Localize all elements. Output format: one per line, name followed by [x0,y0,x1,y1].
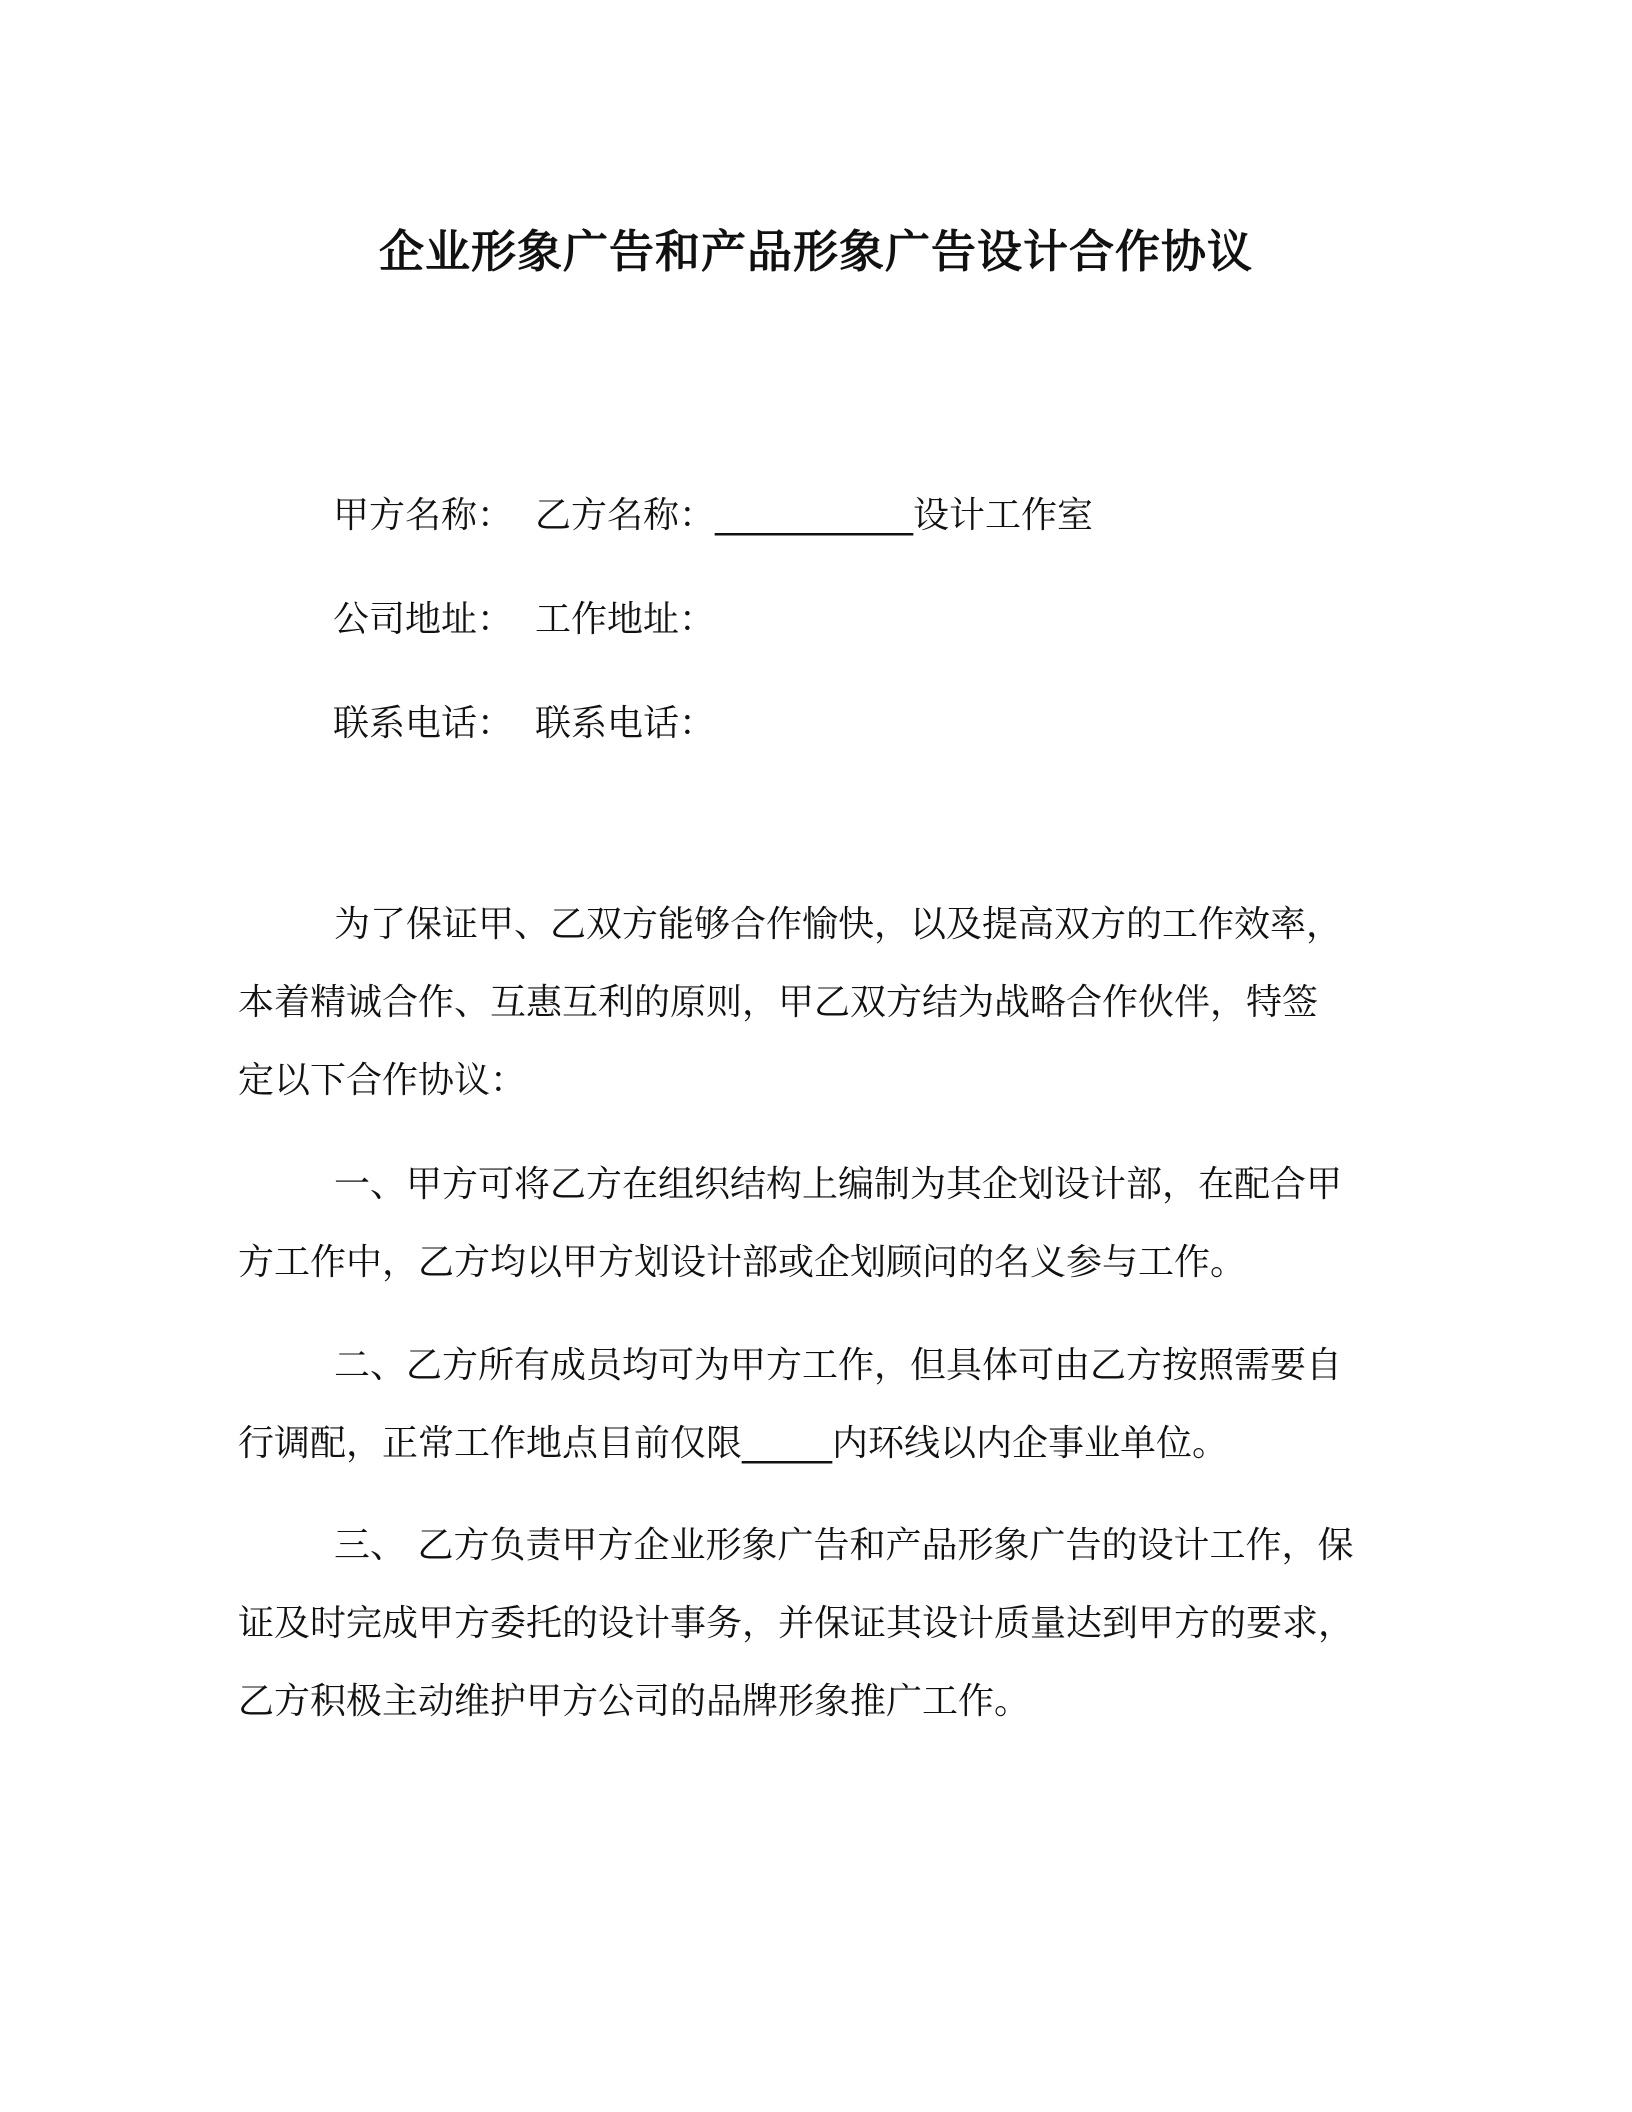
address-line [333,596,715,644]
party-a-phone-label: 联系电话： [333,703,514,744]
paragraph-line: 方工作中，乙方均以甲方划设计部或企划顾问的名义参与工作。 [238,1242,1247,1283]
paragraph-line: 本着精诚合作、互惠互利的原则，甲乙双方结为战略合作伙伴，特签 [238,982,1319,1023]
intro-paragraph [238,901,1378,1105]
party-b-address-label: 工作地址： [535,599,716,640]
clause-one-paragraph [238,1161,1378,1287]
paragraph-line: 三、 乙方负责甲方企业形象广告和产品形象广告的设计工作，保 [334,1525,1354,1566]
phone-line [333,700,715,748]
party-name-line [333,492,1093,540]
paragraph-line: 乙方积极主动维护甲方公司的品牌形象推广工作。 [238,1681,1031,1722]
party-a-address-label: 公司地址： [333,599,514,640]
document-title: 企业形象广告和产品形象广告设计合作协议 [378,225,1253,278]
party-a-name-label: 甲方名称： [333,495,514,536]
paragraph-line: 一、甲方可将乙方在组织结构上编制为其企划设计部，在配合甲 [334,1164,1343,1205]
clause-two-paragraph [238,1342,1378,1468]
paragraph-line: 二、乙方所有成员均可为甲方工作，但具体可由乙方按照需要自 [334,1345,1343,1386]
party-b-name-label: 乙方名称：___________设计工作室 [535,495,1094,536]
paragraph-line: 定以下合作协议： [238,1060,527,1101]
paragraph-line: 证及时完成甲方委托的设计事务，并保证其设计质量达到甲方的要求， [238,1603,1355,1644]
clause-three-paragraph [238,1522,1378,1726]
paragraph-line: 为了保证甲、乙双方能够合作愉快，以及提高双方的工作效率， [334,904,1343,945]
party-b-phone-label: 联系电话： [535,703,716,744]
paragraph-line: 行调配，正常工作地点目前仅限_____内环线以内企事业单位。 [238,1423,1229,1464]
